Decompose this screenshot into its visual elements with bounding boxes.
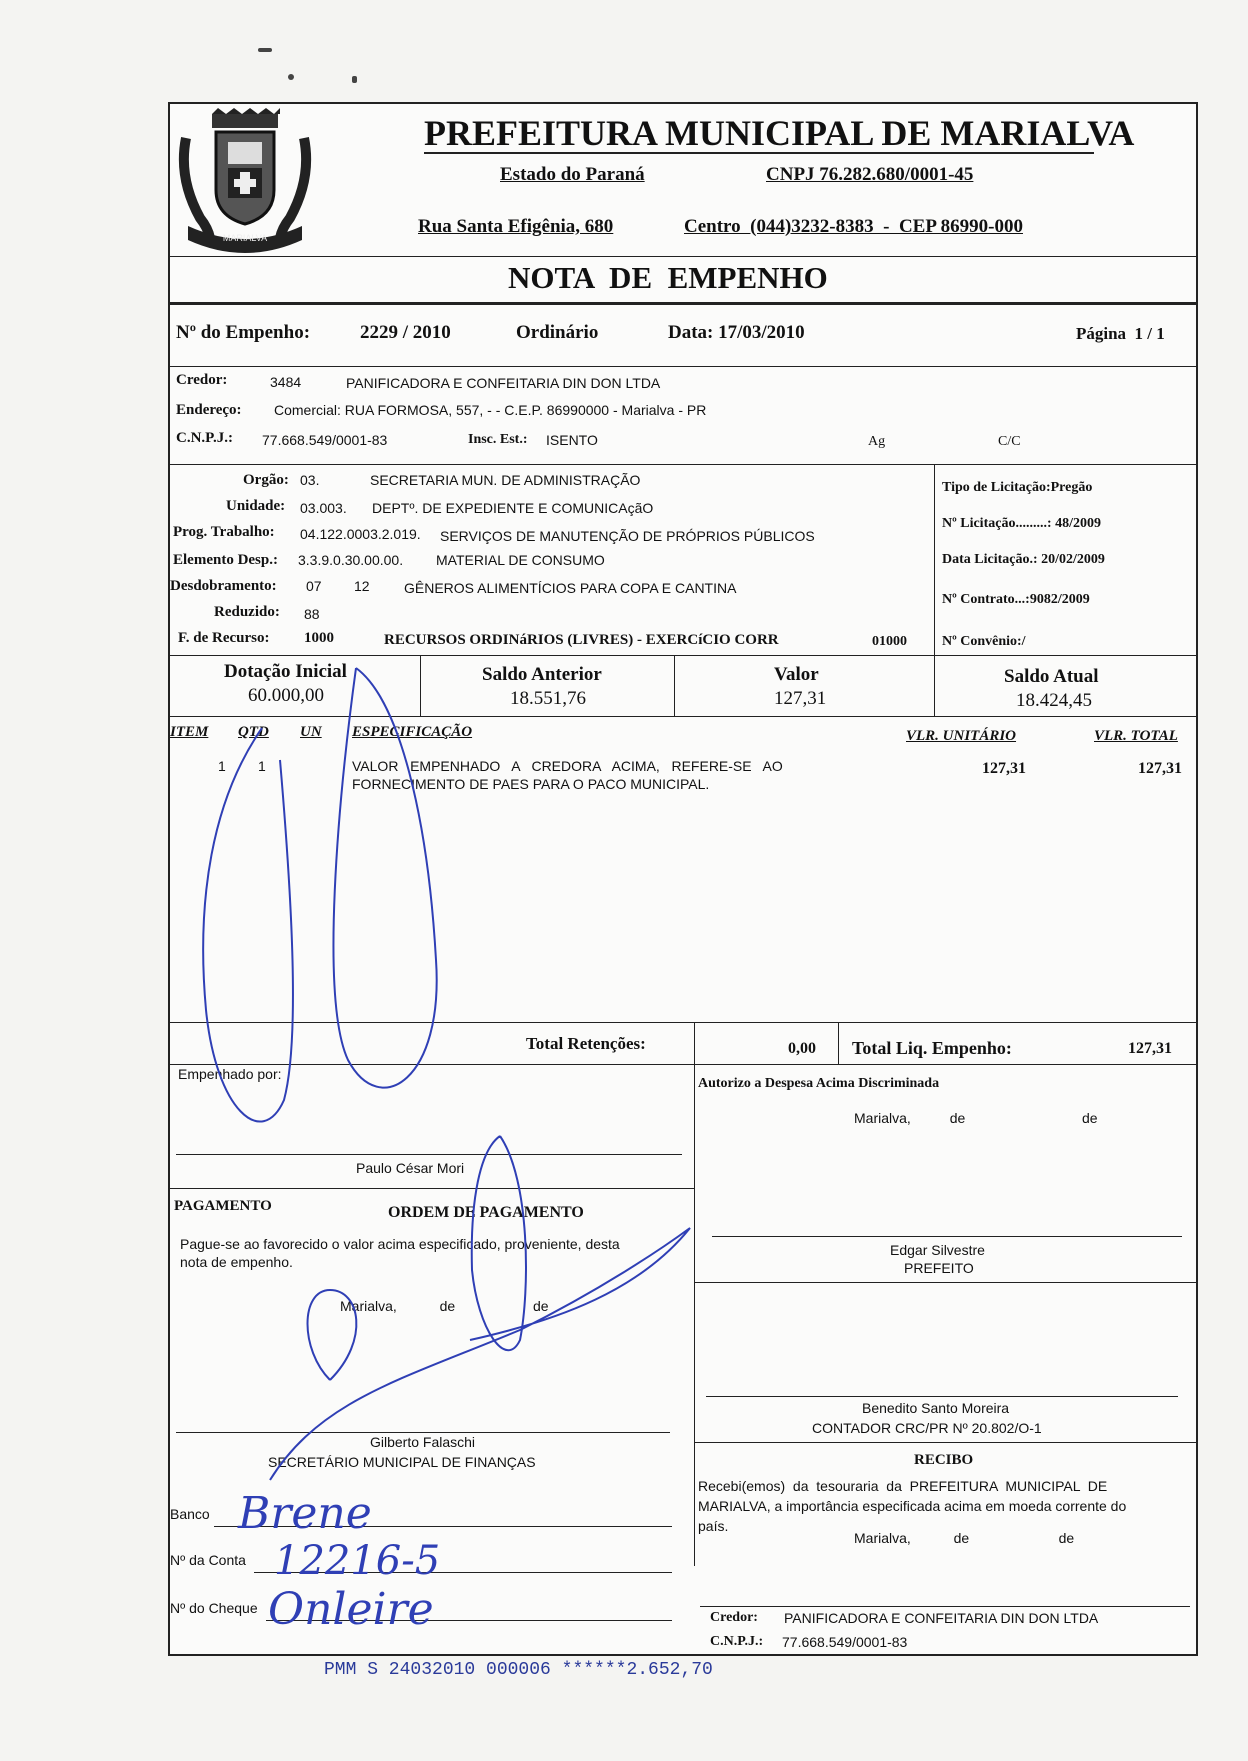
recibo-cnpj: 77.668.549/0001-83 [782, 1634, 908, 1650]
signature-line [712, 1236, 1182, 1237]
liquido-label: Total Liq. Empenho: [852, 1038, 1012, 1058]
banco-label: Banco [170, 1506, 210, 1522]
divider [168, 302, 1196, 305]
insc-label: Insc. Est.: [468, 432, 528, 447]
saldo-atual-label: Saldo Atual [1004, 666, 1099, 687]
paper-speck [352, 76, 357, 83]
tipo-licitacao: Tipo de Licitação:Pregão [942, 480, 1093, 495]
unidade-code: 03.003. [300, 500, 347, 516]
pagamento-text-line2: nota de empenho. [180, 1254, 293, 1270]
retencoes-label: Total Retenções: [526, 1034, 646, 1053]
agencia-label: Ag [868, 434, 886, 449]
data-licitacao: Data Licitação.: 20/02/2009 [942, 552, 1105, 567]
divider [838, 1022, 839, 1064]
unidade-name: DEPTº. DE EXPEDIENTE E COMUNICAçãO [372, 500, 654, 516]
orgao-code: 03. [300, 472, 320, 488]
divider [694, 1442, 1196, 1443]
reduzido-label: Reduzido: [214, 604, 280, 620]
secretario-name: Gilberto Falaschi [370, 1434, 476, 1450]
divider [694, 1282, 1196, 1283]
paper-speck [288, 74, 294, 80]
licitacao-number: Nº Licitação.........: 48/2009 [942, 516, 1101, 531]
divider [168, 1188, 694, 1189]
divider [674, 655, 675, 717]
retencoes-value: 0,00 [788, 1040, 816, 1057]
empenho-number: 2229 / 2010 [360, 322, 451, 343]
elemento-name: MATERIAL DE CONSUMO [436, 552, 605, 568]
col-qtd: QTD [238, 724, 269, 740]
valor-value: 127,31 [774, 688, 827, 709]
divider [420, 655, 421, 717]
divider [168, 1022, 1196, 1023]
item-number: 1 [218, 758, 226, 774]
recibo-text-line1: Recebi(emos) da tesouraria da PREFEITURA MUNICIPAL DE [698, 1478, 1108, 1494]
recibo-credor: PANIFICADORA E CONFEITARIA DIN DON LTDA [784, 1610, 1099, 1626]
item-unit-price: 127,31 [982, 760, 1026, 777]
endereco: Comercial: RUA FORMOSA, 557, - - C.E.P. 86990000 - Marialva - PR [274, 402, 707, 418]
item-spec-line2: FORNECIMENTO DE PAES PARA O PACO MUNICIPAL. [352, 776, 710, 792]
saldo-atual-value: 18.424,45 [1016, 690, 1092, 711]
pagamento-text-line1: Pague-se ao favorecido o valor acima especificado, proveniente, desta [180, 1236, 620, 1252]
recibo-text-line2: MARIALVA, a importância especificada acima em moeda corrente do [698, 1498, 1127, 1514]
col-vlr-unitario: VLR. UNITÁRIO [906, 728, 1017, 744]
page-title: PREFEITURA MUNICIPAL DE MARIALVA [424, 113, 1135, 153]
col-un: UN [300, 724, 322, 740]
ordem-pagamento-label: ORDEM DE PAGAMENTO [388, 1204, 584, 1221]
conta-label: Nº da Conta [170, 1552, 246, 1568]
contador-name: Benedito Santo Moreira [862, 1400, 1010, 1416]
handwritten-account: 12216-5 [274, 1538, 441, 1584]
credor-cnpj: 77.668.549/0001-83 [262, 432, 388, 448]
convenio-number: Nº Convênio:/ [942, 634, 1026, 649]
recurso-number: 01000 [872, 634, 907, 649]
crest-ribbon-text: MARIALVA [222, 233, 268, 243]
recibo-credor-label: Credor: [710, 1610, 758, 1625]
header-address: Rua Santa Efigênia, 680 [418, 216, 614, 237]
saldo-anterior-value: 18.551,76 [510, 688, 586, 709]
handwritten-bank: Brene [238, 1488, 372, 1539]
divider [694, 1022, 695, 1566]
desdobramento-b: 12 [354, 578, 370, 594]
prog-label: Prog. Trabalho: [173, 524, 275, 540]
conta-corrente-label: C/C [998, 434, 1021, 449]
desdobramento-label: Desdobramento: [170, 578, 277, 594]
divider [168, 655, 1196, 656]
valor-label: Valor [774, 664, 819, 685]
title-underline [424, 152, 1094, 154]
page-number: Página 1 / 1 [1076, 324, 1165, 343]
header-state: Estado do Paraná [500, 164, 645, 185]
signature-line [176, 1154, 682, 1155]
item-qtd: 1 [258, 758, 266, 774]
empenho-date: Data: 17/03/2010 [668, 322, 805, 343]
orgao-name: SECRETARIA MUN. DE ADMINISTRAÇÃO [370, 472, 641, 488]
desdobramento-a: 07 [306, 578, 322, 594]
divider [168, 1064, 1196, 1065]
empenhado-por-name: Paulo César Mori [356, 1160, 465, 1176]
recibo-date-line: Marialva, de de [854, 1530, 1075, 1546]
empenho-type: Ordinário [516, 322, 599, 343]
prefeito-name: Edgar Silvestre [890, 1242, 985, 1258]
signature-line [706, 1396, 1178, 1397]
recurso-code: 1000 [304, 630, 334, 646]
liquido-value: 127,31 [1128, 1040, 1172, 1057]
prefeito-title: PREFEITO [904, 1260, 974, 1276]
banco-line [214, 1526, 672, 1527]
unidade-label: Unidade: [226, 498, 286, 514]
desdobramento-name: GÊNEROS ALIMENTÍCIOS PARA COPA E CANTINA [404, 580, 737, 596]
handwritten-cheque: Onleire [268, 1584, 434, 1635]
document-title: NOTA DE EMPENHO [508, 260, 828, 295]
prog-name: SERVIÇOS DE MANUTENÇÃO DE PRÓPRIOS PÚBLICOS [440, 528, 815, 544]
item-total-price: 127,31 [1138, 760, 1182, 777]
elemento-code: 3.3.9.0.30.00.00. [298, 552, 404, 568]
saldo-anterior-label: Saldo Anterior [482, 664, 602, 685]
elemento-label: Elemento Desp.: [173, 552, 278, 568]
recibo-cnpj-label: C.N.P.J.: [710, 1634, 764, 1649]
reduzido-value: 88 [304, 606, 320, 622]
col-especificacao: ESPECIFICAÇÃO [352, 724, 473, 740]
pagamento-label: PAGAMENTO [174, 1198, 272, 1214]
paper-speck [258, 48, 272, 52]
contador-title: CONTADOR CRC/PR Nº 20.802/O-1 [812, 1420, 1042, 1436]
col-vlr-total: VLR. TOTAL [1094, 728, 1178, 744]
cnpj-label: C.N.P.J.: [176, 430, 233, 446]
secretario-title: SECRETÁRIO MUNICIPAL DE FINANÇAS [268, 1454, 536, 1470]
insc-value: ISENTO [546, 432, 598, 448]
cheque-line [266, 1620, 672, 1621]
divider [168, 366, 1196, 367]
autorizo-date-line: Marialva, de de [854, 1110, 1098, 1126]
credor-name: PANIFICADORA E CONFEITARIA DIN DON LTDA [346, 375, 661, 391]
recibo-text-line3: país. [698, 1518, 729, 1534]
divider [168, 256, 1196, 257]
payment-stamp: PMM S 24032010 000006 ******2.652,70 [324, 1660, 713, 1680]
cheque-label: Nº do Cheque [170, 1600, 258, 1616]
recurso-label: F. de Recurso: [178, 630, 270, 646]
municipal-crest-icon [176, 108, 314, 256]
autorizo-label: Autorizo a Despesa Acima Discriminada [698, 1076, 940, 1091]
header-cnpj: CNPJ 76.282.680/0001-45 [766, 164, 974, 185]
dotacao-label: Dotação Inicial [224, 661, 347, 682]
item-spec-line1: VALOR EMPENHADO A CREDORA ACIMA, REFERE-SE AO [352, 758, 783, 774]
dotacao-value: 60.000,00 [248, 685, 324, 706]
signature-line [176, 1432, 670, 1433]
recurso-name: RECURSOS ORDINáRIOS (LIVRES) - EXERCíCIO CORR [384, 632, 779, 648]
divider [168, 716, 1196, 717]
conta-line [254, 1572, 672, 1573]
divider [934, 464, 935, 656]
empenhado-por-label: Empenhado por: [178, 1066, 282, 1082]
credor-code: 3484 [270, 374, 302, 390]
divider [934, 655, 935, 717]
col-item: ITEM [170, 724, 209, 740]
contrato-number: Nº Contrato...:9082/2009 [942, 592, 1090, 607]
signature-line [700, 1606, 1190, 1607]
pagamento-date-line: Marialva, de de [340, 1298, 549, 1314]
recibo-label: RECIBO [914, 1452, 974, 1468]
endereco-label: Endereço: [176, 402, 242, 418]
prog-code: 04.122.0003.2.019. [300, 526, 421, 542]
credor-label: Credor: [176, 372, 228, 388]
header-contact: Centro (044)3232-8383 - CEP 86990-000 [684, 216, 1023, 237]
divider [168, 464, 1196, 465]
orgao-label: Orgão: [243, 472, 289, 488]
empenho-number-label: Nº do Empenho: [176, 322, 311, 343]
